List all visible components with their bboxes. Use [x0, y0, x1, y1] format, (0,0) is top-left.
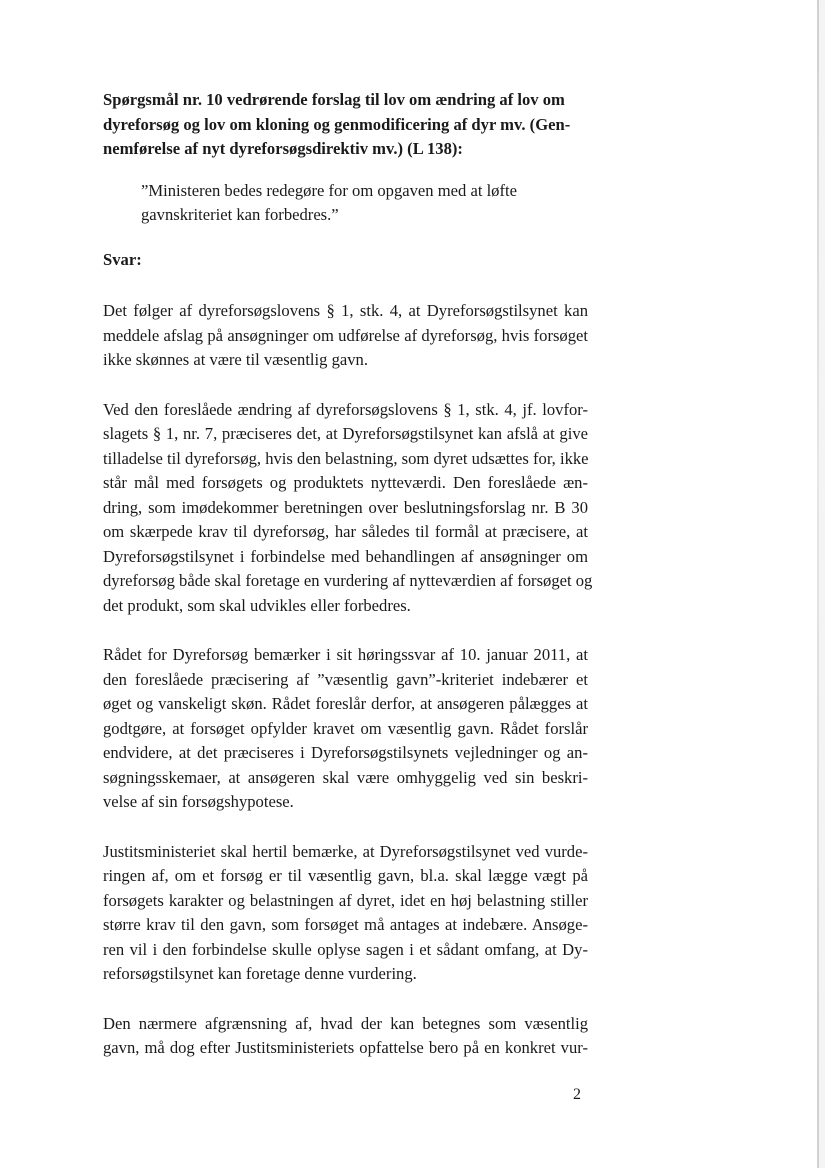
- document-body: [103, 88, 593, 1061]
- paragraph-line: godtgøre, at forsøget opfylder kravet om væsentlig gavn. Rådet forslår: [103, 718, 588, 738]
- paragraph-line: tilladelse til dyreforsøg, hvis den belastning, som dyret udsættes for, ikke: [103, 448, 589, 468]
- paragraph-line: Rådet for Dyreforsøg bemærker i sit høringssvar af 10. januar 2011, at: [103, 645, 588, 664]
- paragraph-line: Det følger af dyreforsøgslovens § 1, stk. 4, at Dyreforsøgstilsynet kan: [103, 301, 588, 320]
- paragraph: [103, 643, 588, 815]
- paragraph-line: dring, som imødekommer beretningen over beslutningsforslag nr. B 30: [103, 497, 588, 517]
- heading-line: dyreforsøg og lov om kloning og genmodificering af dyr mv. (Gen-: [103, 114, 571, 134]
- paragraph-line: Dyreforsøgstilsynet i forbindelse med behandlingen af ansøgninger om: [103, 546, 588, 566]
- heading-line: Spørgsmål nr. 10 vedrørende forslag til lov om ændring af lov om: [103, 90, 565, 109]
- paragraph-line: velse af sin forsøgshypotese.: [103, 792, 294, 811]
- answer-label: Svar:: [103, 249, 142, 269]
- paragraph-line: den foreslåede præcisering af ”væsentlig gavn”-kriteriet indebærer et: [103, 669, 588, 689]
- paragraph-line: ringen af, om et forsøg er til væsentlig gavn, bl.a. skal lægge vægt på: [103, 866, 588, 885]
- paragraph-line: om skærpede krav til dyreforsøg, har således til formål at præcisere, at: [103, 522, 588, 541]
- paragraph-line: ikke skønnes at være til væsentlig gavn.: [103, 350, 369, 369]
- scan-edge-line: [817, 0, 819, 1168]
- paragraph: [103, 1012, 588, 1061]
- paragraph-line: Justitsministeriet skal hertil bemærke, at Dyreforsøgstilsynet ved vurde-: [103, 841, 588, 861]
- heading-line: nemførelse af nyt dyreforsøgsdirektiv mv.) (L 138):: [103, 139, 463, 158]
- paragraph-line: søgningsskemaer, at ansøgeren skal være omhyggelig ved sin beskri-: [103, 767, 588, 787]
- paragraph-line: gavn, må dog efter Justitsministeriets opfattelse bero på en konkret vur-: [103, 1038, 588, 1057]
- paragraph-line: det produkt, som skal udvikles eller forbedres.: [103, 595, 411, 615]
- paragraph-line: meddele afslag på ansøgninger om udførelse af dyreforsøg, hvis forsøget: [103, 325, 588, 345]
- scan-margin: [819, 0, 825, 1168]
- quote-line: gavnskriteriet kan forbedres.”: [141, 205, 339, 224]
- paragraph-line: slagets § 1, nr. 7, præciseres det, at Dyreforsøgstilsynet kan afslå at give: [103, 424, 588, 443]
- question-heading: [103, 88, 588, 162]
- paragraph-line: forsøgets karakter og belastningen af dyret, idet en høj belastning stiller: [103, 890, 588, 910]
- question-quote: [141, 179, 551, 228]
- paragraph: [103, 299, 588, 373]
- paragraph-line: øget og vanskeligt skøn. Rådet foreslår derfor, at ansøgeren pålægges at: [103, 694, 588, 713]
- page-number: 2: [573, 1086, 581, 1103]
- paragraph-line: Den nærmere afgrænsning af, hvad der kan betegnes som væsentlig: [103, 1013, 588, 1033]
- paragraph: [103, 398, 593, 619]
- paragraph-line: endvidere, at det præciseres i Dyreforsøgstilsynets vejledninger og an-: [103, 743, 588, 762]
- paragraph-line: står mål med forsøgets og produktets nytteværdi. Den foreslåede æn-: [103, 473, 588, 492]
- paragraph-line: større krav til den gavn, som forsøget må antages at indebære. Ansøge-: [103, 915, 588, 934]
- paragraph-line: reforsøgstilsynet kan foretage denne vurdering.: [103, 964, 417, 983]
- paragraph-line: ren vil i den forbindelse skulle oplyse sagen i et sådant omfang, at Dy-: [103, 939, 588, 959]
- quote-line: ”Ministeren bedes redegøre for om opgaven med at løfte: [141, 180, 517, 200]
- paragraph: [103, 840, 588, 987]
- paragraph-line: Ved den foreslåede ændring af dyreforsøgslovens § 1, stk. 4, jf. lovfor-: [103, 399, 588, 419]
- paragraph-line: dyreforsøg både skal foretage en vurdering af nytteværdien af forsøget og: [103, 571, 593, 590]
